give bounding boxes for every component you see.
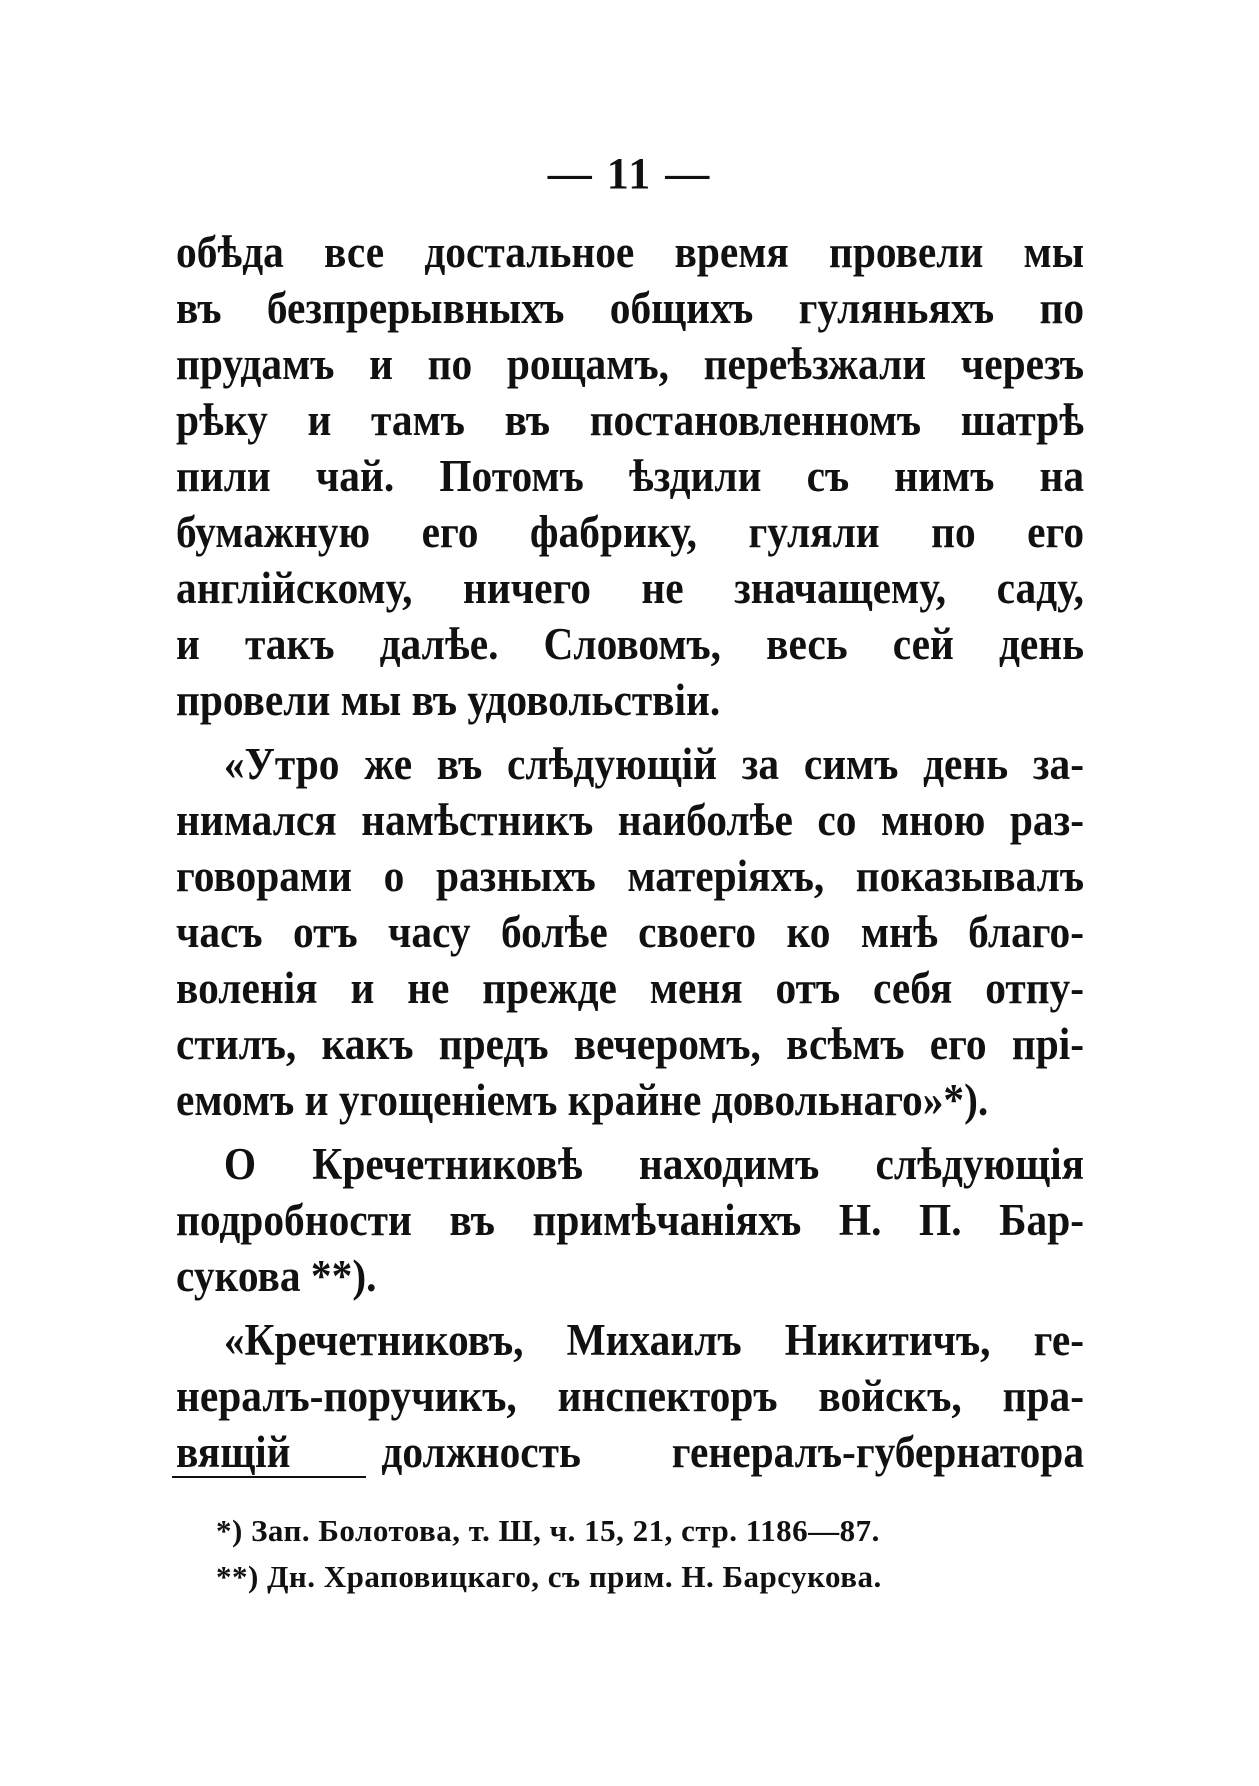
page-number: — 11 — xyxy=(547,149,712,198)
text-line: рѣку и тамъ въ постановленномъ шатрѣ xyxy=(176,395,1085,445)
text-line: обѣда все достальное время провели мы xyxy=(176,227,1085,277)
footnote-1: *) Зап. Болотова, т. Ш, ч. 15, 21, стр. 1186—87. xyxy=(216,1513,880,1548)
text-line: подробности въ примѣчаніяхъ Н. П. Бар- xyxy=(176,1195,1085,1245)
text-line: нералъ-поручикъ, инспекторъ войскъ, пра- xyxy=(176,1371,1085,1421)
footnote-2: **) Дн. Храповицкаго, съ прим. Н. Барсукова. xyxy=(216,1559,882,1594)
text-line: нимался намѣстникъ наиболѣе со мною раз- xyxy=(176,795,1085,845)
paragraph-1 xyxy=(176,224,1084,728)
text-line: сукова **). xyxy=(176,1251,377,1301)
text-line: «Кречетниковъ, Михаилъ Никитичъ, ге- xyxy=(223,1315,1085,1365)
main-text xyxy=(176,224,1084,1480)
text-line: говорами о разныхъ матеріяхъ, показывалъ xyxy=(176,851,1085,901)
text-line: прудамъ и по рощамъ, переѣзжали черезъ xyxy=(176,339,1085,389)
footnotes xyxy=(216,1508,1076,1600)
paragraph-3 xyxy=(176,1136,1084,1304)
paragraph-4 xyxy=(176,1312,1084,1480)
text-line: провели мы въ удовольствіи. xyxy=(176,675,721,725)
text-line: и такъ далѣе. Словомъ, весь сей день xyxy=(176,619,1085,669)
text-line: О Кречетниковѣ находимъ слѣдующія xyxy=(223,1139,1085,1189)
text-line: стилъ, какъ предъ вечеромъ, всѣмъ его прі- xyxy=(176,1019,1085,1069)
text-line: воленія и не прежде меня отъ себя отпу- xyxy=(176,963,1085,1013)
text-line: часъ отъ часу болѣе своего ко мнѣ благо- xyxy=(176,907,1085,957)
text-line: бумажную его фабрику, гуляли по его xyxy=(176,507,1085,557)
text-line: пили чай. Потомъ ѣздили съ нимъ на xyxy=(176,451,1085,501)
text-line: англійскому, ничего не значащему, саду, xyxy=(176,563,1085,613)
paragraph-2 xyxy=(176,736,1084,1128)
text-line: вящій должность генералъ-губернатора xyxy=(176,1427,1085,1477)
footnote-divider xyxy=(172,1476,366,1478)
text-line: въ безпрерывныхъ общихъ гуляньяхъ по xyxy=(176,283,1085,333)
text-line: «Утро же въ слѣдующій за симъ день за- xyxy=(223,739,1085,789)
text-line: емомъ и угощеніемъ крайне довольнаго»*). xyxy=(176,1075,989,1125)
